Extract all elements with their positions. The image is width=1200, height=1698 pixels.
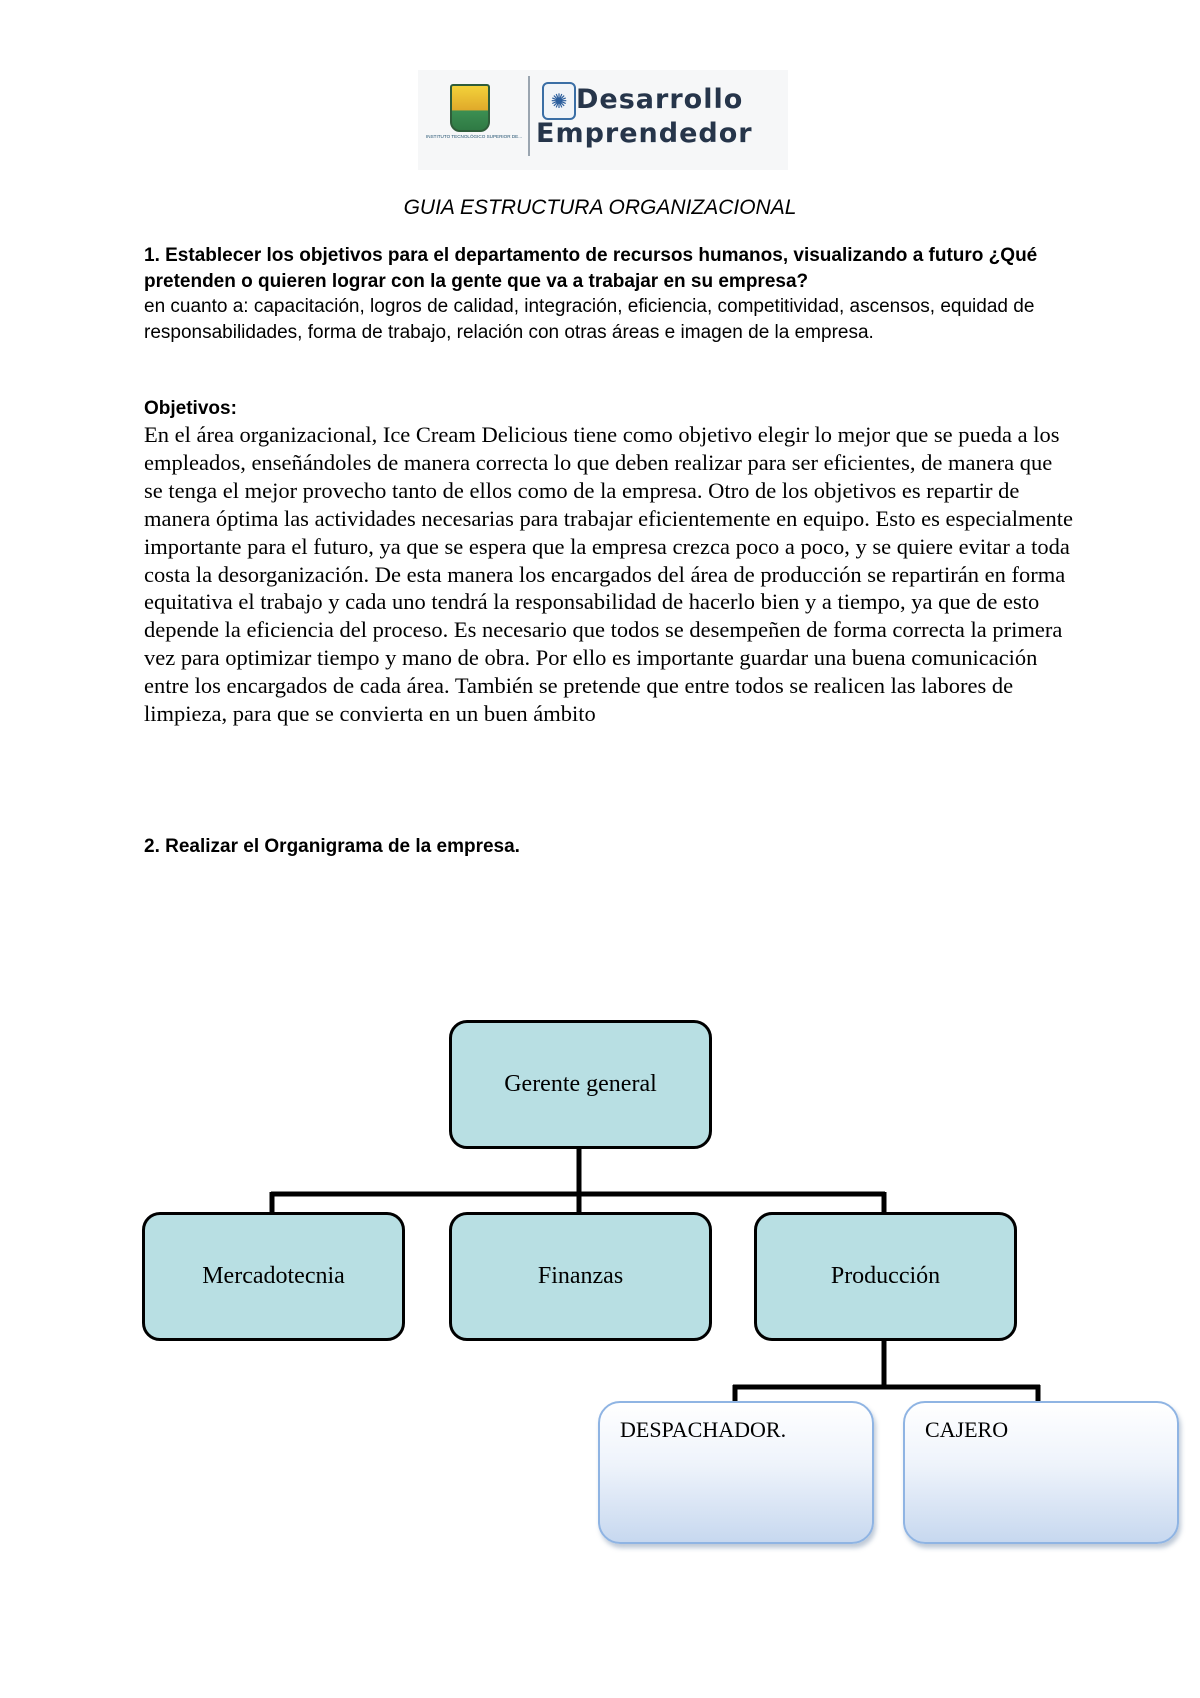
logo-divider	[528, 76, 530, 156]
org-node-despachador: DESPACHADOR.	[598, 1401, 874, 1544]
objectives-paragraph: En el área organizacional, Ice Cream Delicious tiene como objetivo elegir lo mejor que se pueda a los empleados, enseñándoles de manera correcta lo que deben realizar para ser eficientes, de manera que se tenga el mejor provecho tanto de ellos como de la empresa. Otro de los objetivos es repartir de manera óptima las actividades necesarias para trabajar eficientemente en equipo. Esto es especialmente importante para el futuro, ya que se espera que la empresa crezca poco a poco, y se quiere evitar a toda costa la desorganización. De esta manera los encargados del área de producción se repartirán en forma equitativa el trabajo y cada uno tendrá la responsabilidad de hacerlo bien y a tiempo, ya que de esto depende la eficiencia del proceso. Es necesario que todos se desempeñen de forma correcta la primera vez para optimizar tiempo y mano de obra. Por ello es importante guardar una buena comunicación entre los encargados de cada área. También se pretende que entre todos se realicen las labores de limpieza, para que se convierta en un buen ámbito	[144, 422, 1073, 727]
objectives-label: Objetivos:	[144, 398, 237, 419]
org-node-finanzas: Finanzas	[449, 1212, 712, 1341]
header-logos	[418, 70, 788, 170]
org-node-produccion: Producción	[754, 1212, 1017, 1341]
question-1-heading: 1. Establecer los objetivos para el departamento de recursos humanos, visualizando a futuro ¿Qué pretenden o quieren lograr con la gente que va a trabajar en su empresa?	[144, 245, 1038, 292]
question-2: 2. Realizar el Organigrama de la empresa.	[144, 836, 520, 857]
brand-title-line1: Desarrollo	[576, 84, 744, 115]
seal-caption: INSTITUTO TECNOLÓGICO SUPERIOR DE...	[426, 134, 523, 139]
question-1	[144, 243, 1084, 345]
institution-seal-logo	[426, 84, 523, 156]
question-1-detail: en cuanto a: capacitación, logros de calidad, integración, eficiencia, competitividad, ascensos, equidad de responsabilidades, forma de trabajo, relación con otras áreas e imagen de la empresa.	[144, 296, 1035, 343]
org-node-cajero: CAJERO	[903, 1401, 1179, 1544]
org-node-mercadotecnia: Mercadotecnia	[142, 1212, 405, 1341]
lightbulb-person-icon: ✺	[542, 82, 576, 120]
org-node-root: Gerente general	[449, 1020, 712, 1149]
seal-emblem-icon	[450, 84, 490, 132]
brand-title-line2: Emprendedor	[536, 118, 753, 149]
document-title: GUIA ESTRUCTURA ORGANIZACIONAL	[403, 196, 797, 219]
